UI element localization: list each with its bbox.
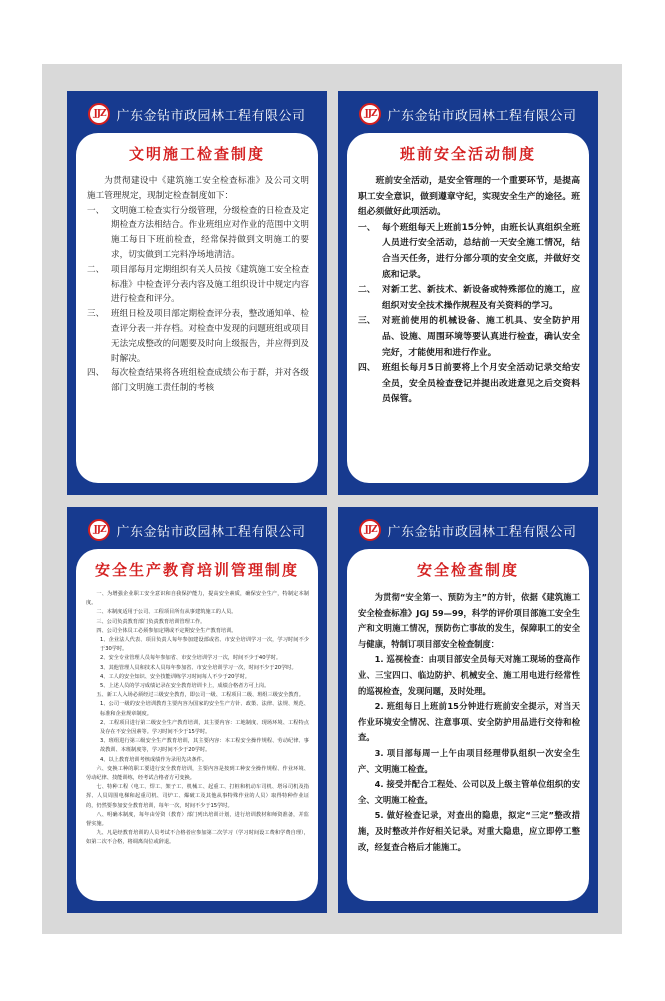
board-header bbox=[67, 99, 327, 129]
paragraph: 2. 班组每日上班前15分钟进行班前安全提示，对当天作业环境安全情况、注意事项、安全防护用品进行交待和检查。 bbox=[358, 701, 580, 743]
company-name: 广东金钻市政园林工程有限公司 bbox=[116, 524, 306, 540]
paragraph: 1. 巡视检查：由项目部安全员每天对施工现场的登高作业、三宝四口、临边防护、机械安全、施工用电进行经常性的巡视检查，发现问题，及时处理。 bbox=[358, 654, 580, 696]
board-pre-shift-safety bbox=[338, 91, 598, 495]
board-text bbox=[347, 174, 589, 408]
text-line: 1、企业法人代表、项目负责人每年参加建设部或省、市安全培训学习一次，学习时间不少于30学时。 bbox=[100, 637, 309, 653]
text-line: 七、特种工程（电工、焊工、架子工、机械工、起重工、打桩和机动车司机、塔吊司机及指挥、人员周围电梯和起重司机、司炉工、爆破工及其他从事特殊作业的人员）取得特种作业证的，仍然要参加安全教育培训，每年一次，时间不少于15学时。 bbox=[86, 784, 309, 809]
text-line: 1、公司一级的安全培训教育主要内容为国家的安全生产方针、政策、法律、法规、规范、标准和企业规章制度。 bbox=[100, 701, 309, 717]
board-content bbox=[347, 133, 589, 483]
intro-paragraph: 为贯彻“安全第一、预防为主”的方针，依据《建筑施工安全检查标准》JGJ 59—99，科学的评价项目部施工安全生产和文明施工情况，预防伤亡事故的发生，保障职工的安全与健康，特制订项目部安全检查制度： bbox=[358, 592, 580, 649]
company-logo-icon: JJZ bbox=[88, 519, 110, 541]
company-logo-icon: JJZ bbox=[88, 103, 110, 125]
board-header bbox=[338, 99, 598, 129]
list-item: 二、 对新工艺、新技术、新设备或特殊部位的施工，应组织对安全技术操作规程及有关资料的学习。 bbox=[358, 285, 580, 311]
list-item: 二、 项目部每月定期组织有关人员按《建筑施工安全检查标准》中检查评分表内容及施工组织设计中规定内容进行检查和评分。 bbox=[87, 264, 309, 305]
text-line: 3、其他管理人员和技术人员每年参加省、市安全培训学习一次，时间不少于20学时。 bbox=[100, 664, 297, 671]
company-name: 广东金钻市政园林工程有限公司 bbox=[387, 524, 577, 540]
paragraph: 5. 做好检查记录，对查出的隐患，拟定“三定”整改措施，及时整改并作好相关记录。对重大隐患，应立即停工整改，经复查合格后才能施工。 bbox=[358, 810, 580, 852]
board-title: 安全生产教育培训管理制度 bbox=[94, 561, 299, 579]
board-title: 文明施工检查制度 bbox=[128, 145, 265, 163]
text-line: 二、本制度适用于公司、工程项目所有从事建筑施工的人员。 bbox=[96, 609, 237, 616]
company-logo-icon: JJZ bbox=[359, 519, 381, 541]
text-line: 3、班组进行第三级安全生产教育培训，其主要内容：本工程安全操作规程、劳动纪律、事故教训、本班制度等，学习时间不少于20学时。 bbox=[100, 738, 309, 754]
list-item: 四、 每次检查结果将各班组检查成绩公布于群，并对各级部门文明施工责任制的考核 bbox=[87, 368, 309, 394]
board-content bbox=[76, 549, 318, 901]
board-safety-inspection bbox=[338, 507, 598, 913]
text-line: 5、上述人员的学习成绩记录在安全教育培训卡上，成绩合格者方可上岗。 bbox=[100, 683, 270, 690]
intro-paragraph: 为贯彻建设中《建筑施工安全检查标准》及公司文明施工管理规定，现制定检查制度如下： bbox=[87, 176, 309, 201]
intro-paragraph: 班前安全活动，是安全管理的一个重要环节，是提高职工安全意识，做到遵章守纪，实现安全生产的途径。班组必须做好此项活动。 bbox=[358, 176, 580, 218]
board-content bbox=[76, 133, 318, 483]
list-item: 一、 文明施工检查实行分级管理，分级检查的日检查及定期检查方法相结合。作业班组应对作业的范围中文明施工每日下班前检查，经常保持做到文明施工的要求，切实做到工完料净场地清洁。 bbox=[87, 205, 309, 260]
company-logo-icon: JJZ bbox=[359, 103, 381, 125]
board-title: 安全检查制度 bbox=[416, 561, 519, 579]
company-name: 广东金钻市政园林工程有限公司 bbox=[387, 108, 577, 124]
board-text bbox=[76, 590, 318, 848]
board-header bbox=[338, 515, 598, 545]
text-line: 六、变换工种的职工要进行安全教育培训，主要内容是按到工种安全操作规程、作业环境、劳动纪律、技能训练，经考试合格者方可变换。 bbox=[86, 765, 309, 782]
list-item: 三、 班组日检及项目部定期检查评分表，整改通知单、检查评分表一并存档。对检查中发现的问题班组或项目无法完成整改的问题要及时向上级报告，并应得到及时解决。 bbox=[87, 309, 309, 364]
board-safety-education-training bbox=[67, 507, 327, 913]
board-text bbox=[347, 590, 589, 855]
board-header bbox=[67, 515, 327, 545]
board-content bbox=[347, 549, 589, 901]
text-line: 四、公司全体员工必须参加定期或不定期安全生产教育培训。 bbox=[96, 627, 237, 634]
text-line: 2、安全专业管理人员每年参加省、市安全培训学习一次，时间不少于40学时。 bbox=[100, 655, 282, 662]
board-civilized-construction-inspection bbox=[67, 91, 327, 495]
text-line: 三、公司负责教育部门负责教育培训管理工作。 bbox=[96, 618, 206, 625]
text-line: 八、明确本制度，每年由劳资（教育）部门列出培训计划，进行培训教材和师资准备，并监督实施。 bbox=[86, 811, 309, 828]
board-title: 班前安全活动制度 bbox=[399, 145, 536, 163]
text-line: 4、以上教育培训考核成绩作为录用先决条件。 bbox=[100, 756, 208, 763]
text-line: 4、工人的安全知识、安全技能训练学习时间每人不少于20学时。 bbox=[100, 673, 250, 680]
list-item: 一、 每个班组每天上班前15分钟，由班长认真组织全班人员进行安全活动，总结前一天安全施工情况，结合当天任务，进行分部分项的安全交底，并做好交底和记录。 bbox=[358, 222, 580, 280]
paragraph: 3. 项目部每周一上午由项目经理带队组织一次安全生产、文明施工检查。 bbox=[358, 747, 580, 774]
list-item: 四、 班组长每月5日前要将上个月安全活动记录交给安全员，安全员检查登记并提出改进意见之后交资料员保管。 bbox=[358, 363, 580, 405]
list-item: 三、 对班前使用的机械设备、施工机具、安全防护用品、设施、周围环境等要认真进行检查，确认安全完好，才能使用和进行作业。 bbox=[358, 316, 580, 358]
text-line: 一、为增强企业职工安全意识和自我保护能力，提高安全素质，确保安全生产，特制定本制度。 bbox=[86, 591, 309, 607]
text-line: 九、凡是经教育培训的人员考试不合格者应参加第二次学习（学习时间设工费和学费自理），如第二次不合格，将调离岗位或辞退。 bbox=[86, 830, 309, 846]
company-name: 广东金钻市政园林工程有限公司 bbox=[116, 108, 306, 124]
text-line: 2、工程项目进行第二级安全生产教育培训，其主要内容：工地制度、现场环境、工程特点及存在不安全因素等。学习时间不少于15学时。 bbox=[100, 719, 309, 736]
paragraph: 4. 接受并配合工程处、公司以及上级主管单位组织的安全、文明施工检查。 bbox=[358, 779, 580, 805]
board-text bbox=[76, 174, 318, 396]
text-line: 五、新工人入场必须经过三级安全教育，即公司一级、工程项目二级、班组三级安全教育。 bbox=[96, 692, 304, 699]
